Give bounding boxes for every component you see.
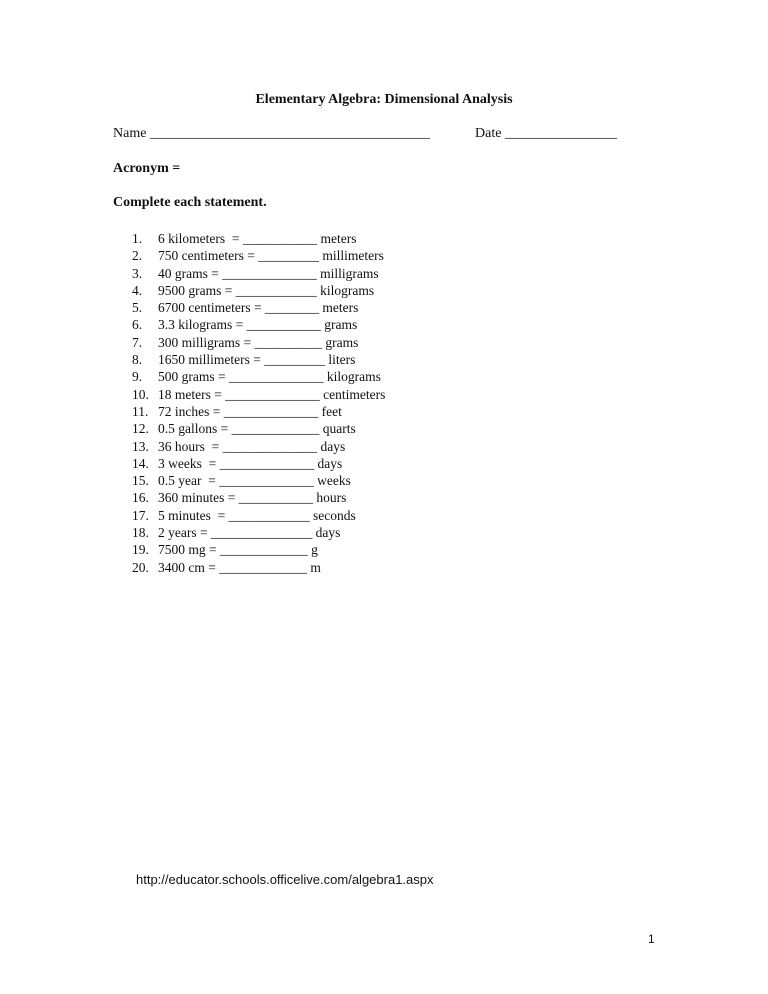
- problem-item: [132, 420, 385, 437]
- problem-number: 5.: [132, 300, 143, 316]
- problem-item: [132, 559, 385, 576]
- problem-item: [132, 507, 385, 524]
- problem-statement: 72 inches = ______________ feet: [158, 403, 342, 419]
- problem-number: 16.: [132, 490, 149, 506]
- problem-item: [132, 524, 385, 541]
- problem-item: [132, 386, 385, 403]
- problem-statement: 0.5 year = ______________ weeks: [158, 473, 351, 489]
- problem-list: [132, 230, 385, 576]
- problem-number: 11.: [132, 403, 149, 419]
- problem-statement: 2 years = _______________ days: [158, 525, 341, 541]
- problem-item: [132, 282, 385, 299]
- problem-item: [132, 230, 385, 247]
- problem-statement: 3 weeks = ______________ days: [158, 455, 343, 471]
- problem-number: 7.: [132, 334, 143, 350]
- footer-url: http://educator.schools.officelive.com/algebra1.aspx: [136, 872, 434, 887]
- problem-number: 6.: [132, 317, 143, 333]
- problem-number: 14.: [132, 455, 149, 471]
- date-field-line: Date ________________: [475, 126, 617, 141]
- problem-number: 4.: [132, 282, 143, 298]
- name-field-line: Name ________________________________________: [113, 126, 430, 141]
- acronym-label: Acronym =: [113, 161, 181, 176]
- problem-statement: 18 meters = ______________ centimeters: [158, 386, 386, 402]
- problem-number: 2.: [132, 248, 143, 264]
- problem-number: 12.: [132, 421, 149, 437]
- problem-item: [132, 541, 385, 558]
- problem-statement: 6 kilometers = ___________ meters: [158, 231, 357, 246]
- problem-number: 20.: [132, 559, 149, 575]
- problem-statement: 300 milligrams = __________ grams: [158, 334, 359, 350]
- problem-number: 1.: [132, 231, 143, 246]
- problem-item: [132, 316, 385, 333]
- problem-item: [132, 247, 385, 264]
- problem-item: [132, 455, 385, 472]
- problem-statement: 7500 mg = _____________ g: [158, 542, 318, 558]
- problem-item: [132, 489, 385, 506]
- problem-number: 9.: [132, 369, 143, 385]
- problem-item: [132, 368, 385, 385]
- problem-number: 18.: [132, 525, 149, 541]
- problem-statement: 5 minutes = ____________ seconds: [158, 507, 356, 523]
- problem-number: 10.: [132, 386, 149, 402]
- problem-statement: 3400 cm = _____________ m: [158, 559, 321, 575]
- problem-statement: 9500 grams = ____________ kilograms: [158, 282, 375, 298]
- problem-item: [132, 299, 385, 316]
- problem-statement: 750 centimeters = _________ millimeters: [158, 248, 384, 264]
- problem-number: 8.: [132, 352, 143, 368]
- instructions-heading: Complete each statement.: [113, 195, 267, 210]
- problem-item: [132, 403, 385, 420]
- page-number: 1: [648, 932, 655, 946]
- problem-statement: 6700 centimeters = ________ meters: [158, 300, 359, 316]
- problem-number: 17.: [132, 507, 149, 523]
- page-title: Elementary Algebra: Dimensional Analysis: [255, 92, 513, 107]
- problem-item: [132, 438, 385, 455]
- problem-number: 13.: [132, 438, 149, 454]
- problem-item: [132, 351, 385, 368]
- problem-item: [132, 265, 385, 282]
- problem-number: 15.: [132, 473, 149, 489]
- problem-statement: 0.5 gallons = _____________ quarts: [158, 421, 356, 437]
- problem-item: [132, 334, 385, 351]
- problem-number: 3.: [132, 265, 143, 281]
- problem-statement: 500 grams = ______________ kilograms: [158, 369, 381, 385]
- problem-item: [132, 472, 385, 489]
- problem-statement: 40 grams = ______________ milligrams: [158, 265, 379, 281]
- problem-statement: 36 hours = ______________ days: [158, 438, 346, 454]
- problem-statement: 1650 millimeters = _________ liters: [158, 352, 356, 368]
- problem-statement: 360 minutes = ___________ hours: [158, 490, 347, 506]
- problem-statement: 3.3 kilograms = ___________ grams: [158, 317, 358, 333]
- problem-number: 19.: [132, 542, 149, 558]
